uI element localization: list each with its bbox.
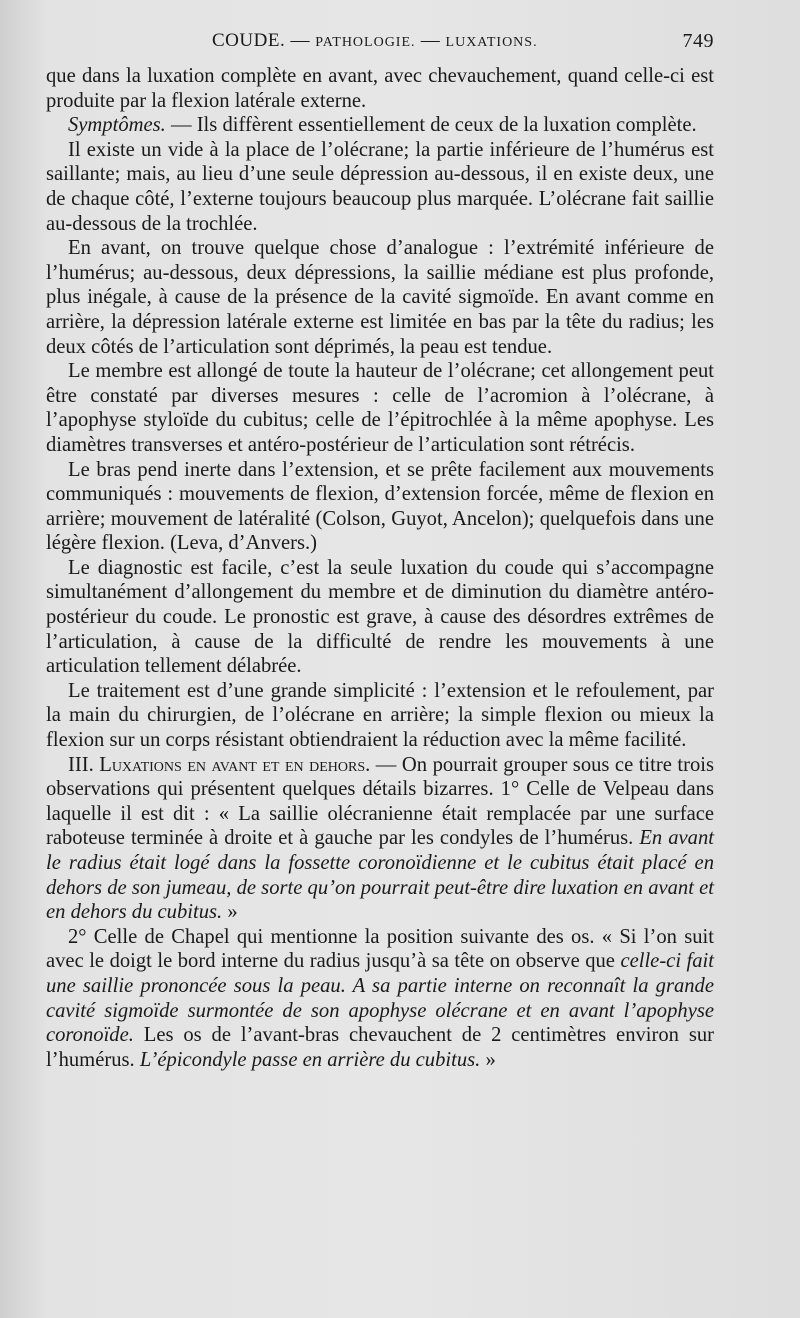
paragraph-treatment: Le traitement est d’une grande simplicité : l’extension et le refoulement, par la main du chirurgien, de l’olécrane en arrière; la simple flexion ou mieux la flexion sur un corps résistant obtiendraient la réduction avec la même facilité. (46, 679, 714, 752)
section-heading: Luxations en avant et en dehors. (99, 753, 371, 776)
paragraph: Le membre est allongé de toute la hauteur de l’olécrane; cet allongement peut être constaté par diverses mesures : celle de l’acromion à l’olécrane, à l’apophyse styloïde du cubitus; celle de l’épitrochlée à la même apophyse. Les diamètres transverses et antéro-postérieur de l’articulation sont rétrécis. (46, 360, 714, 456)
running-title-subsection: LUXATIONS. (445, 35, 538, 50)
paragraph-continuation: que dans la luxation complète en avant, avec chevauchement, quand celle-ci est produite par la flexion latérale externe. (46, 65, 714, 112)
running-title-main: COUDE. (212, 30, 286, 51)
paragraph: En avant, on trouve quelque chose d’analogue : l’extrémité inférieure de l’humérus; au-dessous, deux dépressions, la saillie médiane est plus profonde, plus inégale, à cause de la présence de la cavité sigmoïde. En avant comme en arrière, la dépression latérale externe est limitée en bas par la tête du radius; les deux côtés de l’articulation sont déprimés, la peau est tendue. (46, 237, 714, 358)
paragraph: Il existe un vide à la place de l’olécrane; la partie inférieure de l’humérus est saillante; mais, au lieu d’une seule dépression au-dessous, il en existe deux, une de chaque côté, l’externe toujours beaucoup plus marquée. L’olécrane fait saillie au-dessous de la trochlée. (46, 138, 714, 235)
paragraph-diagnostic: Le diagnostic est facile, c’est la seule luxation du coude qui s’accompagne simultanément d’allongement du membre et de diminution du diamètre antéro-postérieur du coude. Le pronostic est grave, à cause des désordres extrêmes de l’articulation, à cause de la difficulté de rendre les mouvements à une articulation tellement délabrée. (46, 556, 714, 678)
running-title: COUDE. — PATHOLOGIE. — LUXATIONS. (212, 30, 538, 51)
paragraph-section-iii: III. Luxations en avant et en dehors. — On pourrait grouper sous ce titre trois observations qui présentent quelques détails bizarres. 1° Celle de Velpeau dans laquelle il est dit : « La saillie olécranienne était remplacée par une surface raboteuse terminée à droite et à gauche par les condyles de l’humérus. En avant le radius était logé dans la fossette coronoïdienne et le cubitus était placé en dehors de son jumeau, de sorte qu’on pourrait peut-être dire luxation en avant et en dehors du cubitus. » (46, 753, 714, 924)
running-title-section: PATHOLOGIE. (315, 35, 416, 50)
paragraph-symptoms: Symptômes. — Ils diffèrent essentiellement de ceux de la luxation complète. (68, 114, 697, 137)
page-number: 749 (682, 30, 714, 52)
page-body (46, 64, 714, 1072)
paragraph: Le bras pend inerte dans l’extension, et se prête facilement aux mouvements communiqués : mouvements de flexion, d’extension forcée, même de flexion en arrière; mouvement de latéralité (Colson, Guyot, Ancelon); quelquefois dans une légère flexion. (Leva, d’Anvers.) (46, 458, 714, 555)
paragraph-chapel: 2° Celle de Chapel qui mentionne la position suivante des os. « Si l’on suit avec le doigt le bord interne du radius jusqu’à sa tête on observe que celle-ci fait une saillie prononcée sous la peau. A sa partie interne on reconnaît la grande cavité sigmoïde surmontée de son apophyse olécrane et en avant l’apophyse coronoïde. Les os de l’avant-bras chevauchent de 2 centimètres environ sur l’humérus. L’épicondyle passe en arrière du cubitus. » (46, 925, 714, 1071)
section-lead-symptoms: Symptômes. (68, 114, 166, 137)
